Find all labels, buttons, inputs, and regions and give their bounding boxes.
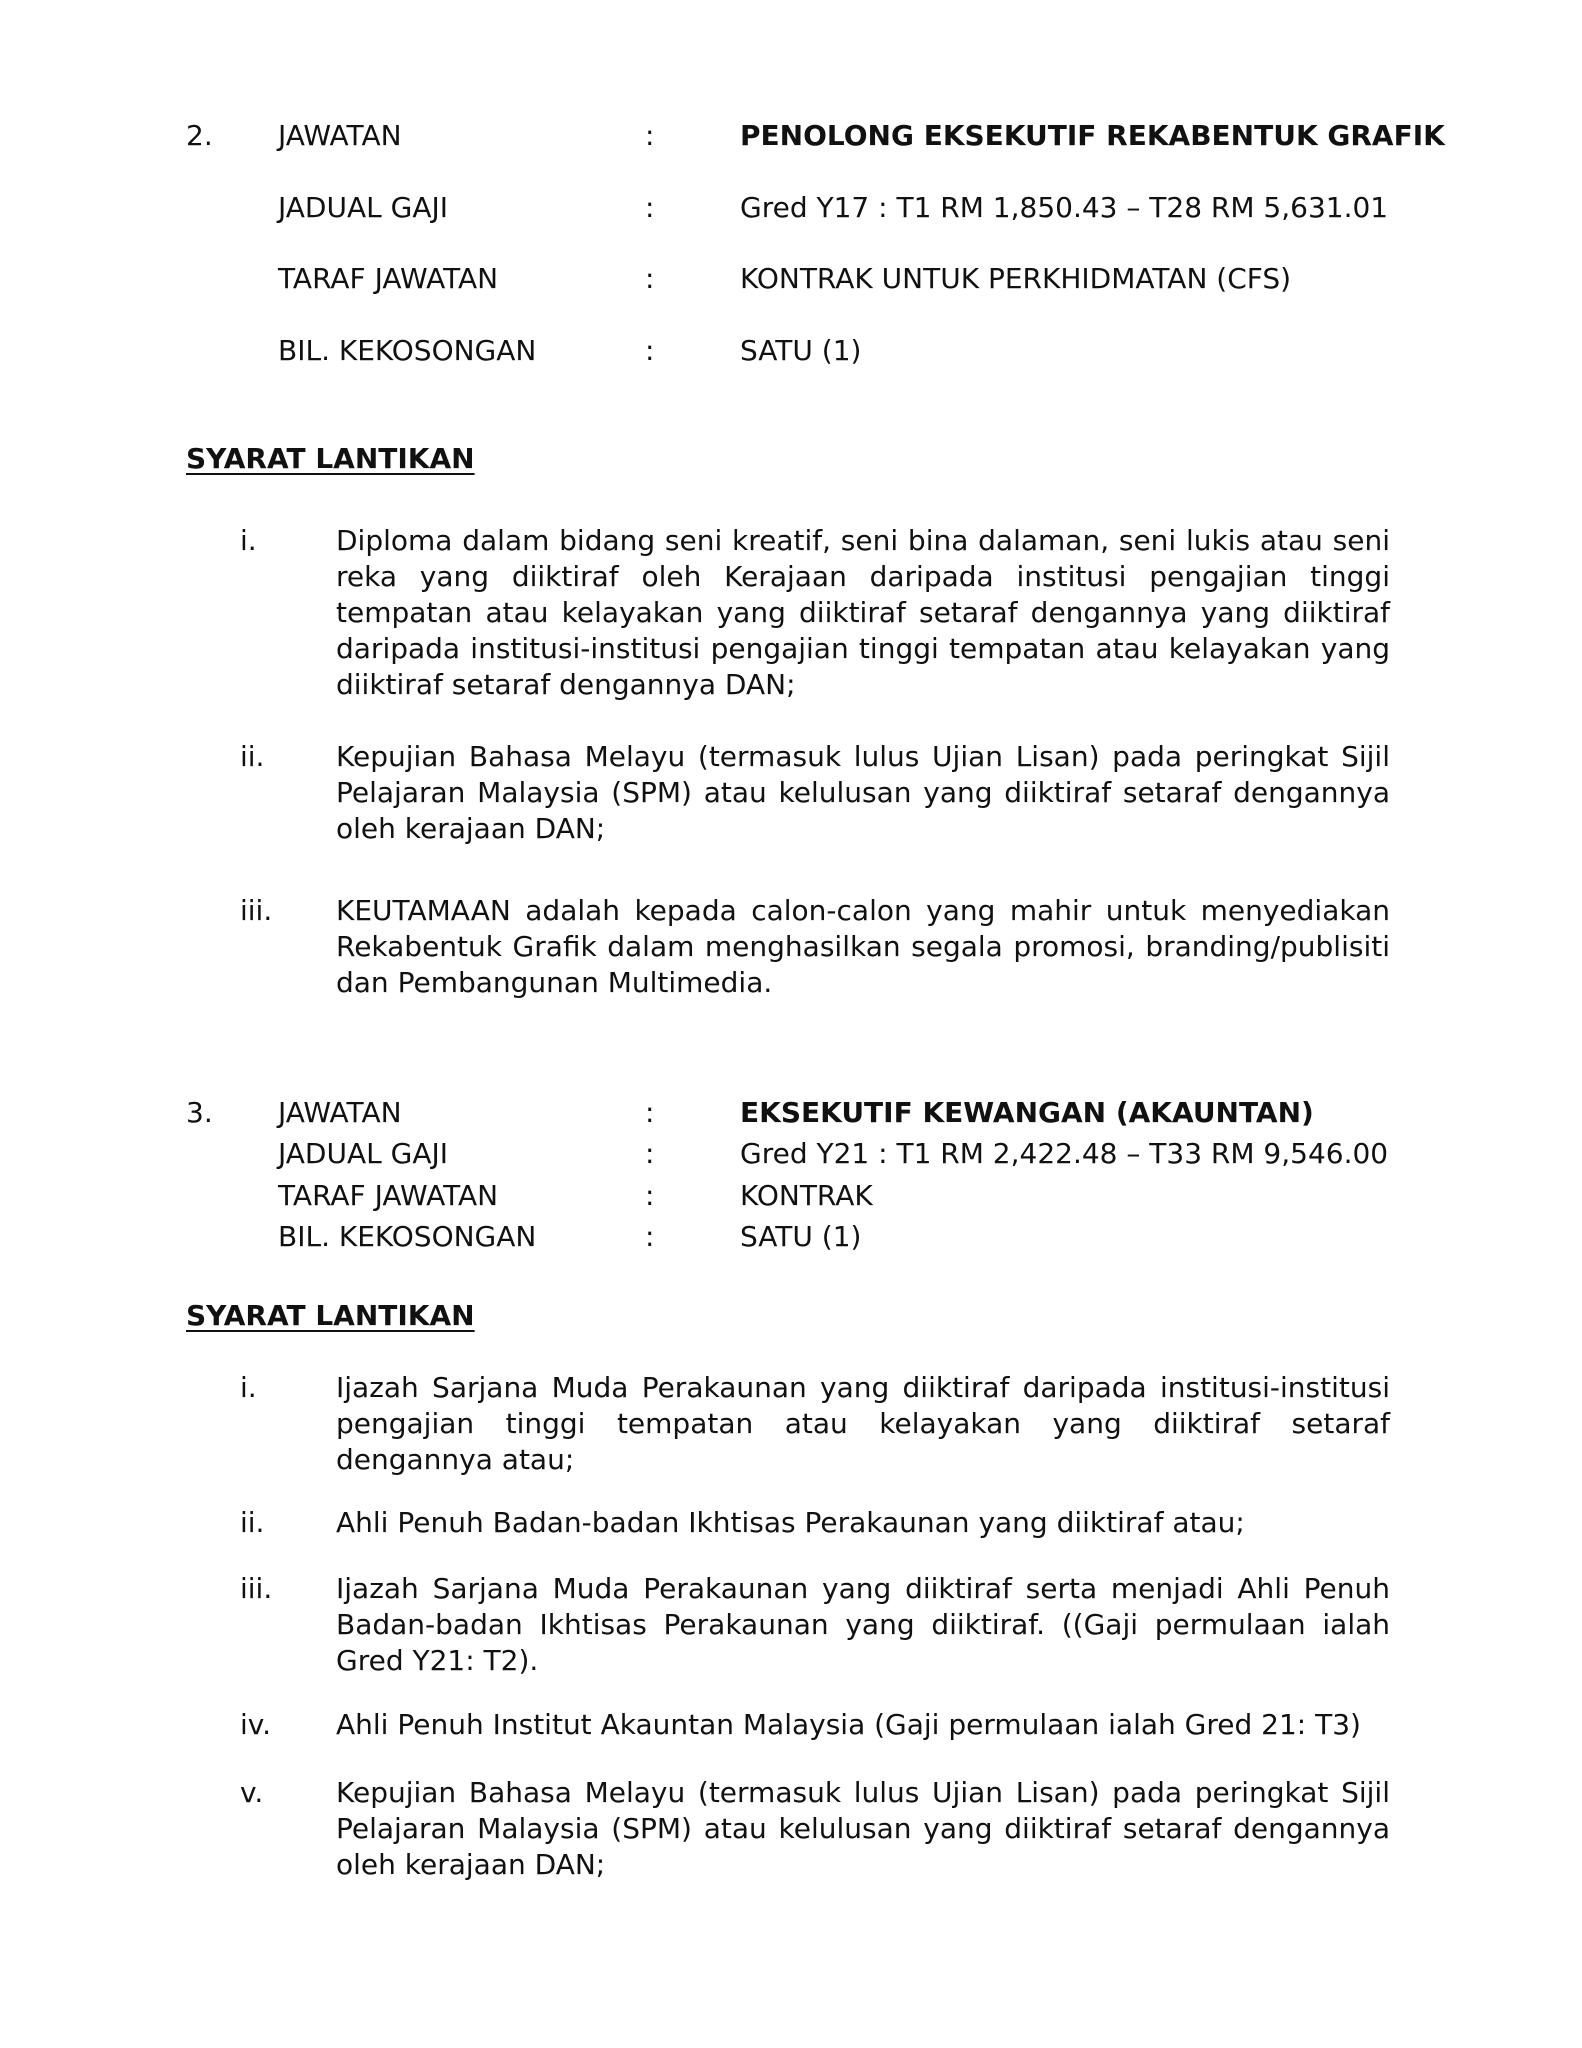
position-number: 2. (186, 119, 213, 152)
position-3-bil-row (0, 1217, 1582, 1257)
section-heading: SYARAT LANTIKAN (186, 1299, 475, 1332)
field-label: TARAF JAWATAN (278, 1179, 499, 1212)
field-colon: : (645, 1179, 655, 1212)
requirement-text: Ahli Penuh Badan-badan Ikhtisas Perakaunan yang diiktiraf atau; (336, 1506, 1245, 1539)
field-label: BIL. KEKOSONGAN (278, 1220, 537, 1253)
position-3-taraf-row (0, 1176, 1582, 1216)
requirement-text: Kepujian Bahasa Melayu (termasuk lulus Ujian Lisan) pada peringkat Sijil Pelajaran Malaysia (SPM) atau kelulusan yang diiktiraf setaraf dengannya oleh kerajaan DAN; (336, 1776, 1390, 1881)
requirement-text: KEUTAMAAN adalah kepada calon-calon yang mahir untuk menyediakan Rekabentuk Grafik dalam menghasilkan segala promosi, branding/publisiti dan Pembangunan Multimedia. (336, 894, 1390, 999)
field-colon: : (645, 262, 655, 295)
position-number: 3. (186, 1096, 213, 1129)
field-colon: : (645, 1220, 655, 1253)
salary-scale: Gred Y17 : T1 RM 1,850.43 – T28 RM 5,631.01 (740, 191, 1389, 224)
requirement-text: Kepujian Bahasa Melayu (termasuk lulus Ujian Lisan) pada peringkat Sijil Pelajaran Malaysia (SPM) atau kelulusan yang diiktiraf setaraf dengannya oleh kerajaan DAN; (336, 740, 1390, 845)
requirement-text: Ahli Penuh Institut Akauntan Malaysia (Gaji permulaan ialah Gred 21: T3) (336, 1708, 1361, 1741)
requirement-number: i. (240, 524, 257, 557)
field-label: JAWATAN (278, 119, 402, 152)
field-label: JADUAL GAJI (278, 191, 448, 224)
salary-scale: Gred Y21 : T1 RM 2,422.48 – T33 RM 9,546.00 (740, 1137, 1389, 1170)
field-colon: : (645, 1096, 655, 1129)
requirement-number: i. (240, 1371, 257, 1404)
vacancy-count: SATU (1) (740, 1220, 862, 1253)
requirement-number: iii. (240, 1572, 273, 1605)
employment-status: KONTRAK UNTUK PERKHIDMATAN (CFS) (740, 262, 1292, 295)
requirement-number: iii. (240, 894, 273, 927)
field-label: JADUAL GAJI (278, 1137, 448, 1170)
position-2-jawatan-row (0, 116, 1582, 156)
job-title: PENOLONG EKSEKUTIF REKABENTUK GRAFIK (740, 119, 1445, 152)
position-3-jawatan-row (0, 1093, 1582, 1133)
requirement-text: Ijazah Sarjana Muda Perakaunan yang diiktiraf daripada institusi-institusi pengajian tinggi tempatan atau kelayakan yang diiktiraf setaraf dengannya atau; (336, 1371, 1390, 1476)
field-colon: : (645, 119, 655, 152)
employment-status: KONTRAK (740, 1179, 873, 1212)
requirement-number: ii. (240, 740, 265, 773)
field-label: BIL. KEKOSONGAN (278, 334, 537, 367)
field-colon: : (645, 191, 655, 224)
requirement-text: Diploma dalam bidang seni kreatif, seni bina dalaman, seni lukis atau seni reka yang diiktiraf oleh Kerajaan daripada institusi pengajian tinggi tempatan atau kelayakan yang diiktiraf setaraf dengannya yang diiktiraf daripada institusi-institusi pengajian tinggi tempatan atau kelayakan yang diiktiraf setaraf dengannya DAN; (336, 524, 1390, 701)
position-2-taraf-row (0, 259, 1582, 299)
position-2-bil-row (0, 331, 1582, 371)
requirement-number: ii. (240, 1506, 265, 1539)
position-3-gaji-row (0, 1134, 1582, 1174)
job-title: EKSEKUTIF KEWANGAN (AKAUNTAN) (740, 1096, 1314, 1129)
field-label: TARAF JAWATAN (278, 262, 499, 295)
field-label: JAWATAN (278, 1096, 402, 1129)
section-heading: SYARAT LANTIKAN (186, 442, 475, 475)
field-colon: : (645, 1137, 655, 1170)
position-2-gaji-row (0, 188, 1582, 228)
requirement-number: v. (240, 1776, 264, 1809)
vacancy-count: SATU (1) (740, 334, 862, 367)
requirement-number: iv. (240, 1708, 272, 1741)
field-colon: : (645, 334, 655, 367)
requirement-text: Ijazah Sarjana Muda Perakaunan yang diiktiraf serta menjadi Ahli Penuh Badan-badan Ikhtisas Perakaunan yang diiktiraf. ((Gaji permulaan ialah Gred Y21: T2). (336, 1572, 1390, 1677)
